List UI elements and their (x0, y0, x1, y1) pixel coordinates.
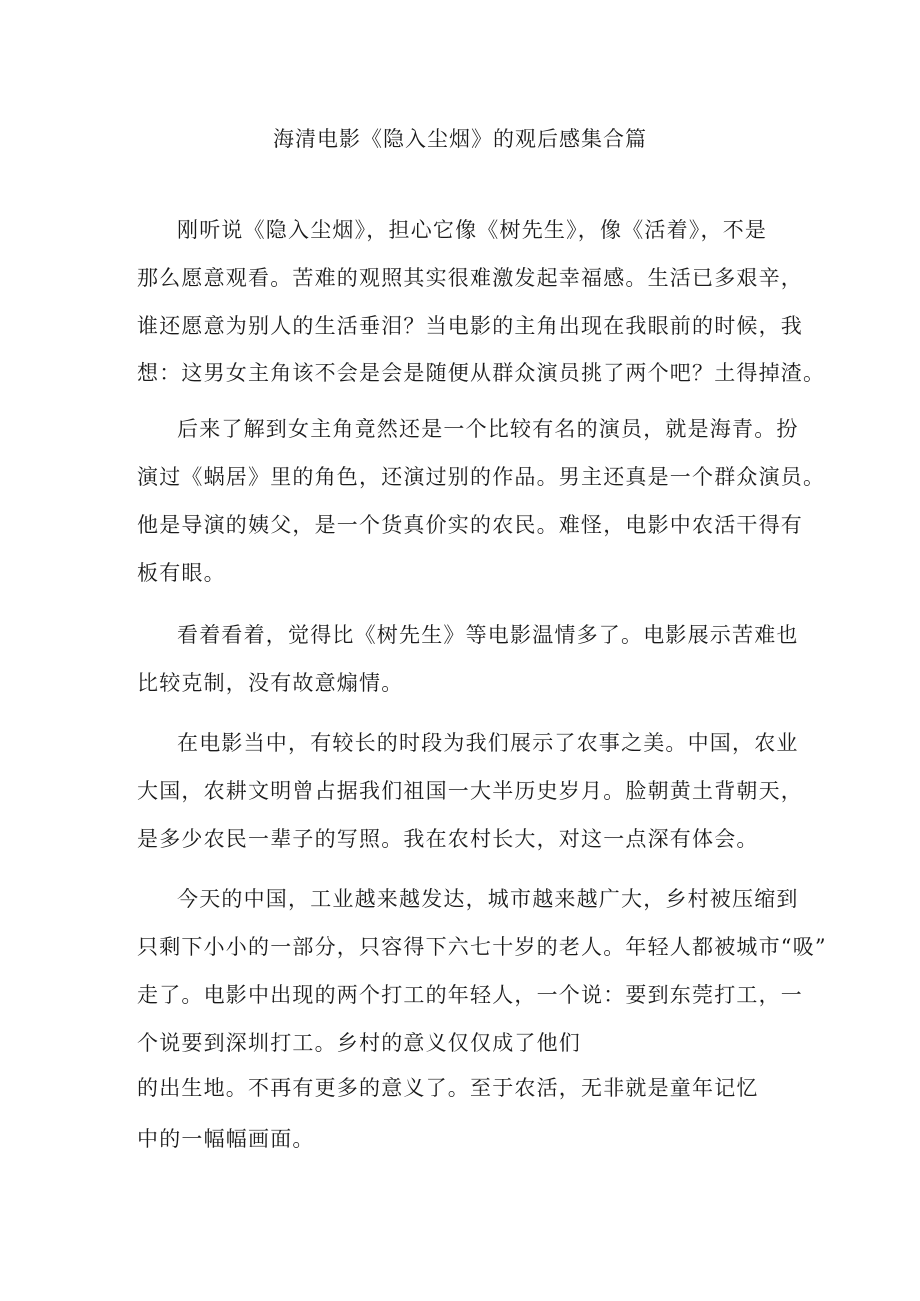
paragraph-1-line-1: 刚听说《隐入尘烟》，担心它像《树先生》，像《活着》，不是 (177, 218, 768, 242)
paragraph-1-line-2: 那么愿意观看。苦难的观照其实很难激发起幸福感。生活已多艰辛， (137, 266, 803, 290)
paragraph-5-line-5: 的出生地。不再有更多的意义了。至于农活，无非就是童年记忆 (137, 1076, 759, 1100)
paragraph-4-line-1: 在电影当中，有较长的时段为我们展示了农事之美。中国，农业 (177, 731, 799, 755)
paragraph-1-line-4: 想：这男女主角该不会是会是随便从群众演员挑了两个吧？土得掉渣。 (137, 361, 826, 385)
paragraph-4-line-2: 大国，农耕文明曾占据我们祖国一大半历史岁月。脸朝黄土背朝天， (137, 779, 803, 803)
document-title: 海清电影《隐入尘烟》的观后感集合篇 (273, 127, 647, 151)
paragraph-2-line-2: 演过《蜗居》里的角色，还演过别的作品。男主还真是一个群众演员。 (137, 465, 826, 489)
paragraph-5-line-6: 中的一幅幅画面。 (137, 1127, 315, 1151)
paragraph-4-line-3: 是多少农民一辈子的写照。我在农村长大，对这一点深有体会。 (137, 827, 759, 851)
paragraph-3-line-1: 看着看着，觉得比《树先生》等电影温情多了。电影展示苦难也 (177, 623, 799, 647)
paragraph-5-line-1: 今天的中国，工业越来越发达，城市越来越广大，乡村被压缩到 (177, 887, 799, 911)
paragraph-3-line-2: 比较克制，没有故意煽情。 (137, 671, 404, 695)
paragraph-1-line-3: 谁还愿意为别人的生活垂泪？当电影的主角出现在我眼前的时候，我 (137, 314, 803, 338)
paragraph-2-line-3: 他是导演的姨父，是一个货真价实的农民。难怪，电影中农活干得有 (137, 513, 803, 537)
paragraph-2-line-4: 板有眼。 (137, 561, 226, 585)
paragraph-5-line-3: 走了。电影中出现的两个打工的年轻人，一个说：要到东莞打工，一 (137, 983, 803, 1007)
paragraph-2-line-1: 后来了解到女主角竟然还是一个比较有名的演员，就是海青。扮 (177, 417, 799, 441)
paragraph-5-line-2: 只剩下小小的一部分，只容得下六七十岁的老人。年轻人都被城市“吸” (137, 935, 827, 959)
paragraph-5-line-4: 个说要到深圳打工。乡村的意义仅仅成了他们 (137, 1031, 581, 1055)
